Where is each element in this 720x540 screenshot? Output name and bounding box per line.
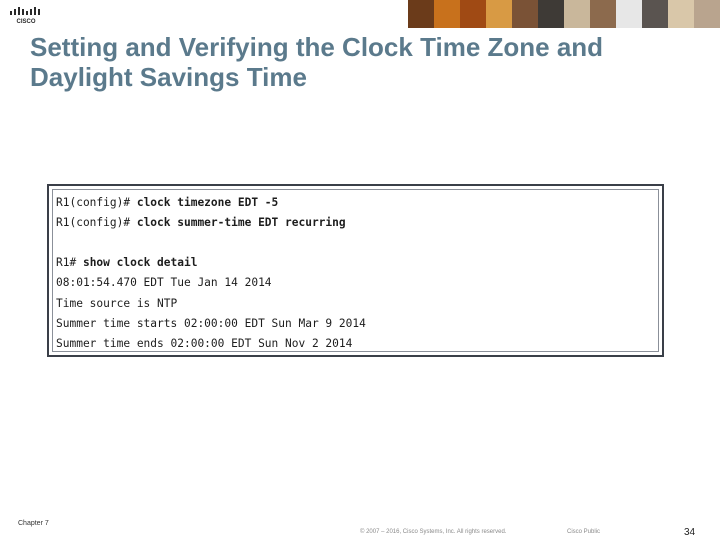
header-photo-tile — [564, 0, 590, 28]
page-number: 34 — [684, 527, 696, 538]
terminal-line: R1(config)# clock summer-time EDT recurring — [56, 216, 346, 229]
cisco-logo-icon — [8, 6, 44, 24]
header-photo-tile — [694, 0, 720, 28]
footer-chapter: Chapter 7 — [18, 520, 49, 527]
terminal-line: Summer time ends 02:00:00 EDT Sun Nov 2 2014 — [56, 337, 353, 350]
header-photo-tile — [668, 0, 694, 28]
terminal-line: R1(config)# clock timezone EDT -5 — [56, 196, 279, 209]
logo-text: CISCO — [16, 19, 36, 24]
terminal-line: 08:01:54.470 EDT Tue Jan 14 2014 — [56, 276, 272, 289]
header-photo-tile — [616, 0, 642, 28]
terminal-line: Time source is NTP — [56, 297, 178, 310]
footer-classification: Cisco Public — [567, 529, 601, 535]
header-photo-tile — [538, 0, 564, 28]
top-banner — [0, 0, 720, 28]
header-photo-tile — [512, 0, 538, 28]
header-photo-tile — [486, 0, 512, 28]
terminal-output-box — [47, 184, 664, 357]
header-photo-strip — [408, 0, 720, 28]
header-photo-tile — [408, 0, 434, 28]
title-line-1: Setting and Verifying the Clock Time Zone and — [30, 32, 604, 62]
title-line-2: Daylight Savings Time — [30, 62, 307, 92]
terminal-line: R1# show clock detail — [56, 256, 198, 269]
header-photo-tile — [590, 0, 616, 28]
footer-copyright: © 2007 – 2016, Cisco Systems, Inc. All rights reserved. — [360, 529, 507, 535]
header-photo-tile — [460, 0, 486, 28]
slide-title — [30, 32, 690, 92]
terminal-line: Summer time starts 02:00:00 EDT Sun Mar 9 2014 — [56, 317, 366, 330]
header-photo-tile — [642, 0, 668, 28]
header-photo-tile — [434, 0, 460, 28]
